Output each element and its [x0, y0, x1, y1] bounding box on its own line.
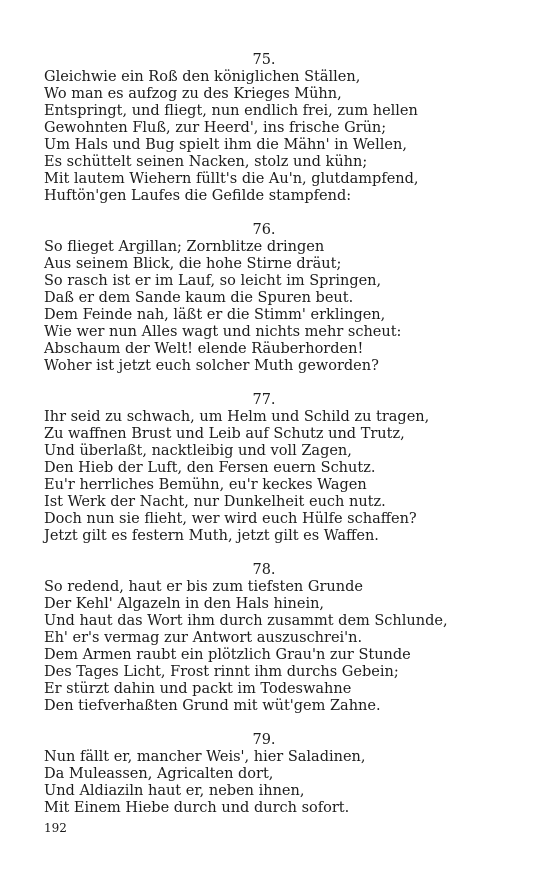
stanza-79	[44, 732, 484, 817]
verse-line: Entspringt, und fliegt, nun endlich frei, zum hellen	[44, 103, 418, 119]
verse-line: Wo man es aufzog zu des Krieges Mühn,	[44, 86, 342, 102]
verse-line: So flieget Argillan; Zornblitze dringen	[44, 239, 325, 255]
verse-line: Den tiefverhaßten Grund mit wüt'gem Zahne.	[44, 698, 381, 714]
verse-line: Den Hieb der Luft, den Fersen euern Schutz.	[44, 460, 376, 476]
stanza-number: 75.	[252, 52, 276, 68]
verse-line: So redend, haut er bis zum tiefsten Grunde	[44, 579, 363, 595]
verse-line: Doch nun sie flieht, wer wird euch Hülfe schaffen?	[44, 511, 417, 527]
verse-line: Aus seinem Blick, die hohe Stirne dräut;	[44, 256, 342, 272]
verse-line: Eh' er's vermag zur Antwort auszuschrei'n.	[44, 630, 363, 646]
verse-line: Zu waffnen Brust und Leib auf Schutz und Trutz,	[44, 426, 405, 442]
verse-line: Daß er dem Sande kaum die Spuren beut.	[44, 290, 354, 306]
verse-line: Woher ist jetzt euch solcher Muth geworden?	[44, 358, 379, 374]
verse-line: Gleichwie ein Roß den königlichen Ställen,	[44, 69, 361, 85]
verse-line: So rasch ist er im Lauf, so leicht im Springen,	[44, 273, 382, 289]
verse-line: Es schüttelt seinen Nacken, stolz und kühn;	[44, 154, 368, 170]
verse-line: Des Tages Licht, Frost rinnt ihm durchs Gebein;	[44, 664, 399, 680]
verse-line: Huftön'gen Laufes die Gefilde stampfend:	[44, 188, 352, 204]
verse-line: Dem Armen raubt ein plötzlich Grau'n zur Stunde	[44, 647, 411, 663]
verse-line: Er stürzt dahin und packt im Todeswahne	[44, 681, 352, 697]
verse-line: Mit lautem Wiehern füllt's die Au'n, glutdampfend,	[44, 171, 419, 187]
verse-line: Ihr seid zu schwach, um Helm und Schild zu tragen,	[44, 409, 430, 425]
verse-line: Ist Werk der Nacht, nur Dunkelheit euch nutz.	[44, 494, 386, 510]
verse-line: Dem Feinde nah, läßt er die Stimm' erklingen,	[44, 307, 386, 323]
verse-line: Eu'r herrliches Bemühn, eu'r keckes Wagen	[44, 477, 367, 493]
poem-page	[44, 52, 484, 834]
verse-line: Um Hals und Bug spielt ihm die Mähn' in Wellen,	[44, 137, 407, 153]
stanza-number: 76.	[252, 222, 276, 238]
verse-line: Der Kehl' Algazeln in den Hals hinein,	[44, 596, 325, 612]
stanza-number: 78.	[252, 562, 276, 578]
verse-line: Und Aldiaziln haut er, neben ihnen,	[44, 783, 305, 799]
verse-line: Da Muleassen, Agricalten dort,	[44, 766, 274, 782]
verse-line: Und haut das Wort ihm durch zusammt dem Schlunde,	[44, 613, 448, 629]
page-number: 192	[44, 821, 67, 835]
verse-line: Und überlaßt, nacktleibig und voll Zagen,	[44, 443, 352, 459]
verse-line: Wie wer nun Alles wagt und nichts mehr scheut:	[44, 324, 402, 340]
stanza-75	[44, 52, 484, 205]
stanza-number: 77.	[252, 392, 276, 408]
stanza-77	[44, 392, 484, 545]
stanza-78	[44, 562, 484, 715]
stanza-number: 79.	[252, 732, 276, 748]
verse-line: Abschaum der Welt! elende Räuberhorden!	[44, 341, 364, 357]
verse-line: Mit Einem Hiebe durch und durch sofort.	[44, 800, 350, 816]
verse-line: Gewohnten Fluß, zur Heerd', ins frische Grün;	[44, 120, 387, 136]
stanza-76	[44, 222, 484, 375]
verse-line: Jetzt gilt es festern Muth, jetzt gilt es Waffen.	[44, 528, 379, 544]
verse-line: Nun fällt er, mancher Weis', hier Saladinen,	[44, 749, 366, 765]
